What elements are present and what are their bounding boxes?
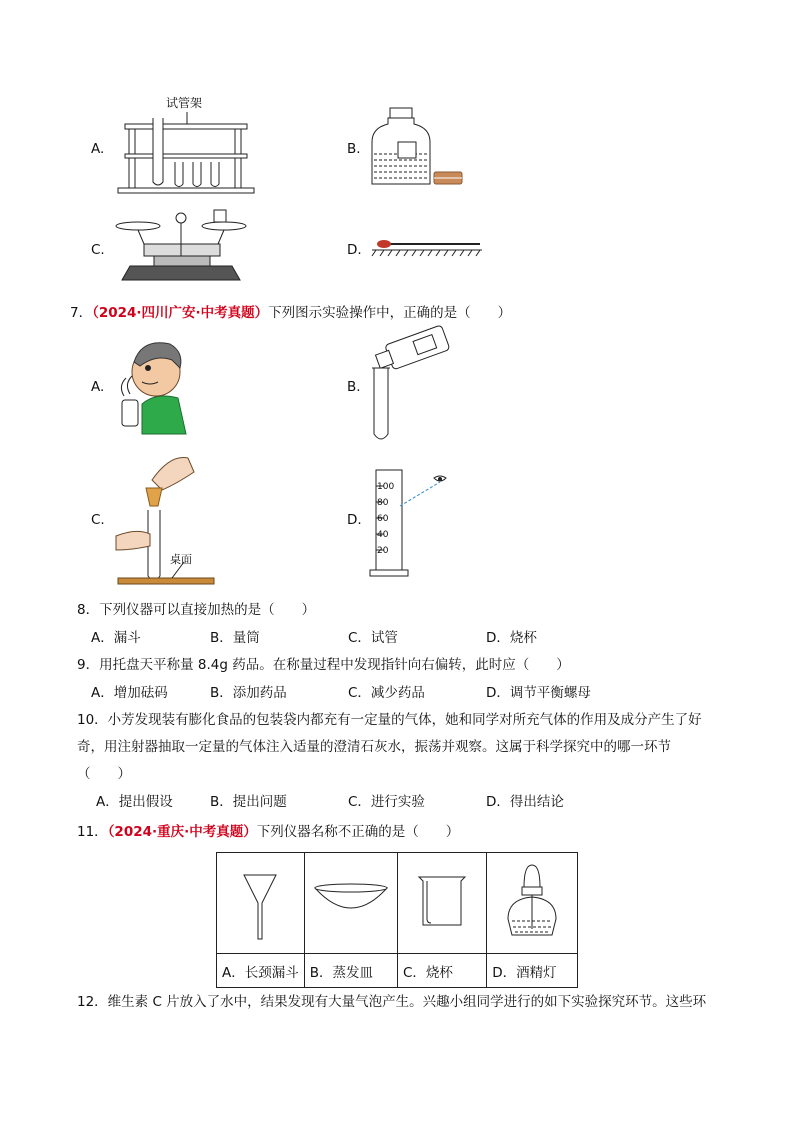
cylinder-tick: 60	[377, 514, 389, 524]
question-12-stem: 12．维生素 C 片放入了水中，结果发现有大量气泡产生。兴趣小组同学进行的如下实验探究环节。这些环	[77, 994, 707, 1010]
test-tube-rack-tag: 试管架	[166, 96, 203, 110]
reagent-bottle-figure	[370, 106, 470, 192]
beaker-icon	[417, 873, 467, 929]
cylinder-tick: 20	[377, 546, 389, 556]
question-8-options	[0, 626, 794, 646]
q6-option-d-label: D.	[347, 242, 362, 258]
evaporating-dish-icon	[313, 878, 389, 924]
q8-option-b[interactable]: B．量筒	[210, 630, 260, 646]
question-11-text: 下列仪器名称不正确的是（ ）	[256, 824, 460, 840]
q7-option-d-label: D.	[347, 512, 362, 528]
alcohol-lamp-icon	[502, 859, 562, 943]
apparatus-cell-lamp	[487, 853, 578, 954]
q9-option-d[interactable]: D．调节平衡螺母	[486, 685, 591, 701]
q9-option-a[interactable]: A．增加砝码	[91, 685, 168, 701]
q10-option-a[interactable]: A．提出假设	[96, 794, 173, 810]
question-9-stem: 9．用托盘天平称量 8.4g 药品。在称量过程中发现指针向右偏转，此时应（ ）	[77, 657, 570, 673]
q8-option-d[interactable]: D．烧杯	[486, 630, 537, 646]
desk-label: 桌面	[170, 553, 192, 566]
question-10-line-3: （ ）	[77, 766, 131, 782]
question-11-source: （2024·重庆·中考真题）	[107, 824, 257, 840]
question-7-number: 7．	[70, 305, 93, 321]
q8-option-a[interactable]: A．漏斗	[91, 630, 141, 646]
apparatus-label-c: C．烧杯	[397, 954, 486, 988]
q6-option-c-label: C.	[91, 242, 105, 258]
question-11-number: 11．	[77, 824, 108, 840]
question-7-source: （2024·四川广安·中考真题）	[92, 305, 269, 321]
cylinder-tick: 80	[377, 498, 389, 508]
q8-option-c[interactable]: C．试管	[348, 630, 398, 646]
question-9-options	[0, 681, 794, 701]
apparatus-table	[216, 852, 578, 988]
q6-option-a-label: A.	[91, 141, 105, 157]
q7-option-b-label: B.	[347, 379, 361, 395]
question-10-options	[0, 790, 794, 810]
balance-figure	[114, 208, 249, 288]
question-7-text: 下列图示实验操作中，正确的是（ ）	[268, 305, 512, 321]
apparatus-cell-beaker	[397, 853, 486, 954]
cylinder-tick: 40	[377, 530, 389, 540]
q9-option-c[interactable]: C．减少药品	[348, 685, 425, 701]
pouring-liquid-figure	[368, 328, 458, 444]
q10-option-c[interactable]: C．进行实验	[348, 794, 425, 810]
q7-option-a-label: A.	[91, 379, 105, 395]
apparatus-cell-dish	[304, 853, 397, 954]
q10-option-d[interactable]: D．得出结论	[486, 794, 564, 810]
question-11-stem	[77, 820, 459, 840]
cylinder-scale	[377, 479, 394, 559]
funnel-icon	[240, 861, 280, 941]
match-figure	[372, 236, 482, 258]
question-10-line-2: 奇，用注射器抽取一定量的气体注入适量的澄清石灰水，振荡并观察。这属于科学探究中的哪一环节	[77, 739, 671, 755]
q10-option-b[interactable]: B．提出问题	[210, 794, 287, 810]
apparatus-label-b: B．蒸发皿	[304, 954, 397, 988]
smelling-gas-figure	[112, 338, 192, 436]
question-7-stem	[70, 301, 511, 321]
question-8-stem: 8．下列仪器可以直接加热的是（ ）	[77, 602, 316, 618]
q9-option-b[interactable]: B．添加药品	[210, 685, 287, 701]
apparatus-cell-funnel	[217, 853, 305, 954]
test-tube-rack-figure	[115, 110, 255, 200]
q6-option-b-label: B.	[347, 141, 361, 157]
apparatus-label-a: A．长颈漏斗	[217, 954, 305, 988]
q7-option-c-label: C.	[91, 512, 105, 528]
question-10-line-1: 10．小芳发现装有膨化食品的包装袋内都充有一定量的气体，她和同学对所充气体的作用及成分产生了好	[77, 712, 702, 728]
cylinder-tick: 100	[377, 482, 395, 492]
stoppering-tube-figure	[112, 450, 222, 588]
apparatus-label-d: D．酒精灯	[487, 954, 578, 988]
